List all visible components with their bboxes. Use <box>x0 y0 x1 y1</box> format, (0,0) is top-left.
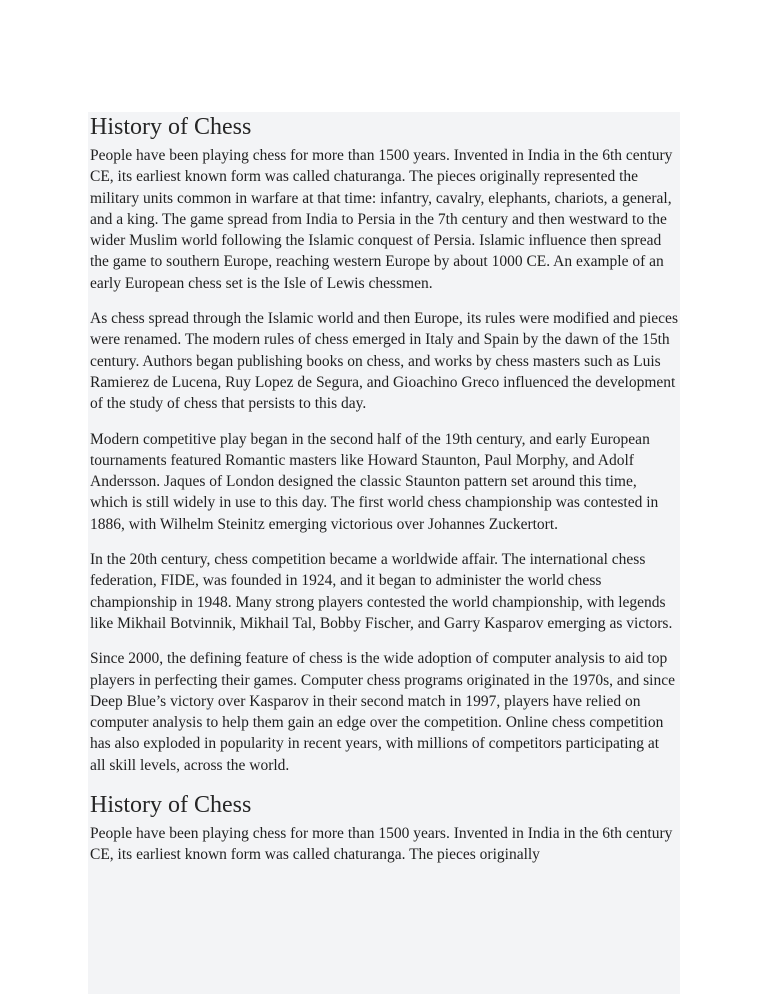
document-content <box>88 112 680 994</box>
paragraph: People have been playing chess for more than 1500 years. Invented in India in the 6th century CE, its earliest known form was called chaturanga. The pieces originally represented the military units common in warfare at that time: infantry, cavalry, elephants, chariots, a general, and a king. The game spread from India to Persia in the 7th century and then westward to the wider Muslim world following the Islamic conquest of Persia. Islamic influence then spread the game to southern Europe, reaching western Europe by about 1000 CE. An example of an early European chess set is the Isle of Lewis chessmen. <box>90 147 673 292</box>
article-section <box>88 790 680 866</box>
section-heading: History of Chess <box>90 114 252 140</box>
paragraph: As chess spread through the Islamic world and then Europe, its rules were modified and pieces were renamed. The modern rules of chess emerged in Italy and Spain by the dawn of the 15th century. Authors began publishing books on chess, and works by chess masters such as Luis Ramierez de Lucena, Ruy Lopez de Segura, and Gioachino Greco influenced the development of the study of chess that persists to this day. <box>90 310 678 413</box>
paragraph: People have been playing chess for more than 1500 years. Invented in India in the 6th century CE, its earliest known form was called chaturanga. The pieces originally <box>90 825 673 864</box>
section-heading: History of Chess <box>90 792 252 819</box>
paragraph: Modern competitive play began in the second half of the 19th century, and early European tournaments featured Romantic masters like Howard Staunton, Paul Morphy, and Adolf Andersson. Jaques of London designed the classic Staunton pattern set around this time, which is still widely in use to this day. The first world chess championship was contested in 1886, with Wilhelm Steinitz emerging victorious over Johannes Zuckertort. <box>90 430 659 533</box>
article-section <box>88 112 680 776</box>
paragraph: Since 2000, the defining feature of chess is the wide adoption of computer analysis to aid top players in perfecting their games. Computer chess programs originated in the 1970s, and since Deep Blue’s victory over Kasparov in their second match in 1997, players have relied on computer analysis to help them gain an edge over the competition. Online chess competition has also exploded in popularity in recent years, with millions of competitors participating at all skill levels, across the world. <box>90 650 675 774</box>
paragraph: In the 20th century, chess competition became a worldwide affair. The international chess federation, FIDE, was founded in 1924, and it began to administer the world chess championship in 1948. Many strong players contested the world championship, with legends like Mikhail Botvinnik, Mikhail Tal, Bobby Fischer, and Garry Kasparov emerging as victors. <box>90 551 673 632</box>
